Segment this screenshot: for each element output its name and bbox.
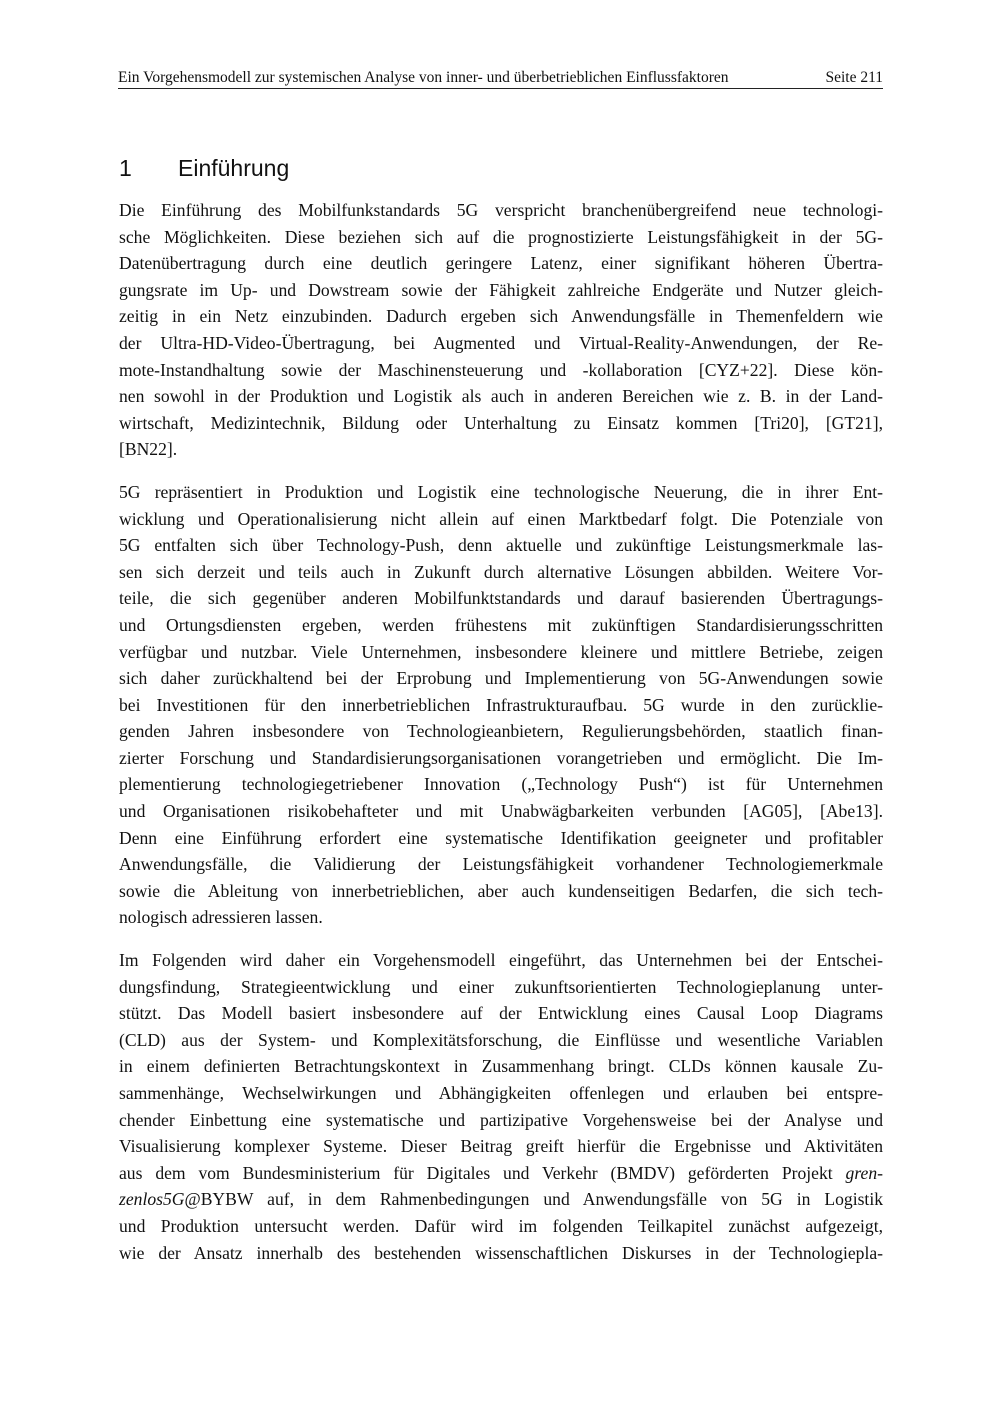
text-line: 5G repräsentiert in Produktion und Logistik eine technologische Neuerung, die in ihrer Ent- (119, 481, 883, 502)
text-line: genden Jahren insbesondere von Technologieanbietern, Regulierungsbehörden, staatlich finan- (119, 721, 883, 742)
body-text (119, 197, 883, 1266)
text-line: bei Investitionen für den innerbetrieblichen Infrastrukturaufbau. 5G wurde in den zurücklie- (119, 694, 883, 715)
text-line: nologisch adressieren lassen. (119, 907, 323, 928)
text-line: Im Folgenden wird daher ein Vorgehensmodell eingeführt, das Unternehmen bei der Entschei- (119, 950, 883, 971)
text-line: und Ortungsdiensten ergeben, werden frühestens mit zukünftigen Standardisierungsschritten (119, 614, 883, 635)
text-line: Visualisierung komplexer Systeme. Dieser Beitrag greift hierfür die Ergebnisse und Aktivitäten (119, 1136, 883, 1157)
text-line: zeitig in ein Netz einzubinden. Dadurch ergeben sich Anwendungsfälle in Themenfeldern wie (119, 306, 883, 327)
running-header (118, 66, 883, 89)
text-line: sich daher zurückhaltend bei der Erprobung und Implementierung von 5G-Anwendungen sowie (119, 668, 883, 689)
text-line: zierter Forschung und Standardisierungsorganisationen vorangetrieben und ermöglicht. Die Im- (119, 747, 883, 768)
text-line: und Produktion untersucht werden. Dafür wird im folgenden Teilkapitel zunächst aufgezeigt, (119, 1215, 883, 1236)
italic-project-name-end: zenlos5G (119, 1189, 185, 1210)
section-heading (119, 153, 289, 183)
text-line: sen sich derzeit und teils auch in Zukunft durch alternative Lösungen abbilden. Weitere Vor- (119, 561, 883, 582)
text-line-with-italic (119, 1186, 883, 1213)
text-line: teile, die sich gegenüber anderen Mobilfunktstandards und darauf basierenden Übertragungs- (119, 588, 883, 609)
paragraph-2 (119, 479, 883, 931)
text-line: sammenhänge, Wechselwirkungen und Abhängigkeiten offenlegen und erlauben bei entspre- (119, 1083, 883, 1103)
text-line: wicklung und Operationalisierung nicht allein auf einen Marktbedarf folgt. Die Potenziale von (119, 508, 883, 529)
paragraph-3 (119, 947, 883, 1266)
text-line: 5G entfalten sich über Technology-Push, denn aktuelle und zukünftige Leistungsmerkmale las- (119, 535, 883, 556)
text-line: wirtschaft, Medizintechnik, Bildung oder Unterhaltung zu Einsatz kommen [Tri20], [GT21], (119, 412, 883, 433)
text-line-with-italic (119, 1160, 883, 1187)
text-line: verfügbar und nutzbar. Viele Unternehmen, insbesondere kleinere und mittlere Betriebe, zeigen (119, 641, 883, 662)
text-line: Die Einführung des Mobilfunkstandards 5G verspricht branchenübergreifend neue technologi- (119, 200, 883, 220)
text-line: der Ultra-HD-Video-Übertragung, bei Augmented und Virtual-Reality-Anwendungen, der Re- (119, 332, 883, 353)
text-line: wie der Ansatz innerhalb des bestehenden wissenschaftlichen Diskurses in der Technologiepla- (119, 1242, 883, 1263)
text-line: (CLD) aus der System- und Komplexitätsforschung, die Einflüsse und wesentliche Variablen (119, 1029, 883, 1050)
section-title: Einführung (178, 155, 290, 181)
text-line: stützt. Das Modell basiert insbesondere auf der Entwicklung eines Causal Loop Diagrams (119, 1003, 883, 1024)
text-line: [BN22]. (119, 439, 178, 460)
text-line: in einem definierten Betrachtungskontext in Zusammenhang bringt. CLDs können kausale Zu- (119, 1056, 883, 1077)
italic-project-name-start: gren- (845, 1162, 883, 1183)
text-line: nen sowohl in der Produktion und Logistik als auch in anderen Bereichen wie z. B. in der Land- (119, 386, 883, 407)
paragraph-1 (119, 197, 883, 463)
text-line: sche Möglichkeiten. Diese beziehen sich auf die prognostizierte Leistungsfähigkeit in der 5G- (119, 226, 883, 247)
text-line: Denn eine Einführung erfordert eine systematische Identifikation geeigneter und profitabler (119, 827, 883, 848)
text-line: dungsfindung, Strategieentwicklung und einer zukunftsorientierten Technologieplanung unter- (119, 976, 883, 997)
text-line: mote-Instandhaltung sowie der Maschinensteuerung und -kollaboration [CYZ+22]. Diese kön- (119, 359, 883, 380)
text-line: chender Einbettung eine systematische und partizipative Vorgehensweise bei der Analyse und (119, 1109, 883, 1130)
text-line: Datenübertragung durch eine deutlich geringere Latenz, einer signifikant höheren Übertra- (119, 253, 883, 274)
text-line: sowie die Ableitung von innerbetrieblichen, aber auch kundenseitigen Bedarfen, die sich tech- (119, 880, 883, 901)
text-line: und Organisationen risikobehafteter und mit Unabwägbarkeiten verbunden [AG05], [Abe13]. (119, 801, 883, 822)
text-segment: @BYBW auf, in dem Rahmenbedingungen und Anwendungsfälle von 5G in Logistik (184, 1189, 883, 1210)
page-number: Seite 211 (825, 69, 883, 86)
section-number: 1 (119, 155, 132, 181)
text-line: gungsrate im Up- und Dowstream sowie der Fähigkeit zahlreiche Endgeräte und Nutzer gleich- (119, 279, 883, 300)
text-line: Anwendungsfälle, die Validierung der Leistungsfähigkeit vorhandener Technologiemerkmale (119, 854, 883, 875)
text-line: plementierung technologiegetriebener Innovation („Technology Push“) ist für Unternehmen (119, 774, 883, 795)
running-header-title: Ein Vorgehensmodell zur systemischen Analyse von inner- und überbetrieblichen Einflussfaktoren (118, 69, 729, 86)
text-segment: aus dem vom Bundesministerium für Digitales und Verkehr (BMDV) geförderten Projekt (119, 1162, 833, 1183)
